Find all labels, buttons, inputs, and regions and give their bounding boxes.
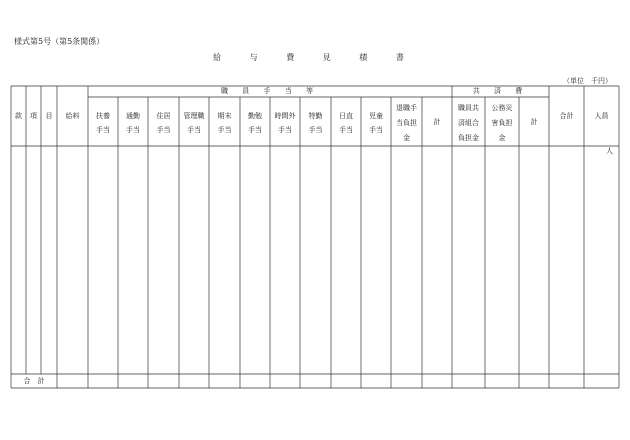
col-header-tokkin-suffix: 手当 bbox=[308, 126, 323, 134]
col-header-grand-total: 合計 bbox=[559, 112, 574, 120]
group-header-staff-allowances: 職 員 手 当 等 bbox=[221, 87, 319, 95]
col-header-fuyo: 扶養 bbox=[96, 112, 110, 120]
col-header-tsukin: 通勤 bbox=[126, 112, 140, 120]
totals-row-label: 合 計 bbox=[23, 377, 45, 385]
col-header-kimatsu-suffix: 手当 bbox=[217, 126, 232, 134]
col-header-shokuin-kyosai: 職員共 bbox=[458, 104, 479, 112]
col-header-kanrishoku: 管理職 bbox=[183, 112, 205, 120]
headcount-unit-label: 人 bbox=[606, 147, 613, 155]
col-header-tsukin-suffix: 手当 bbox=[126, 126, 140, 134]
col-header-jido: 児童 bbox=[369, 112, 383, 120]
col-header-nicchoku-suffix: 手当 bbox=[339, 126, 353, 134]
col-header-jukyo-suffix: 手当 bbox=[156, 126, 171, 134]
col-header-komu-saigai-line3: 金 bbox=[498, 134, 506, 142]
col-header-moku: 目 bbox=[45, 112, 53, 120]
col-header-kimatsu: 期末 bbox=[217, 112, 232, 120]
col-header-jido-suffix: 手当 bbox=[369, 126, 383, 134]
col-header-taishoku-line2: 当負担 bbox=[396, 119, 417, 127]
unit-note: （単位 千円） bbox=[563, 77, 612, 85]
col-header-salary: 給料 bbox=[65, 112, 80, 120]
col-header-subtotal-mutual-aid: 計 bbox=[530, 118, 538, 126]
col-header-jikangai-suffix: 手当 bbox=[278, 126, 292, 134]
col-header-kanrishoku-suffix: 手当 bbox=[187, 126, 201, 134]
col-header-kinben-suffix: 手当 bbox=[248, 126, 262, 134]
group-header-mutual-aid: 共 済 費 bbox=[472, 87, 529, 95]
col-header-taishoku-line3: 金 bbox=[403, 134, 410, 142]
col-header-fuyo-suffix: 手当 bbox=[96, 126, 110, 134]
col-header-subtotal-allowances: 計 bbox=[433, 118, 441, 126]
col-header-headcount: 人員 bbox=[594, 112, 609, 120]
col-header-komu-saigai: 公務災 bbox=[491, 104, 513, 112]
col-header-kinben: 勤勉 bbox=[248, 112, 262, 120]
col-header-kou: 項 bbox=[30, 112, 37, 120]
col-header-taishoku: 退職手 bbox=[396, 104, 417, 112]
col-header-shokuin-kyosai-line3: 負担金 bbox=[458, 134, 479, 142]
col-header-komu-saigai-line2: 害負担 bbox=[491, 119, 513, 127]
col-header-jikangai: 時間外 bbox=[274, 112, 296, 120]
col-header-kan: 款 bbox=[15, 112, 22, 120]
col-header-jukyo: 住居 bbox=[156, 112, 171, 120]
col-header-nicchoku: 日直 bbox=[339, 112, 353, 120]
form-number: 様式第5号（第5条関係） bbox=[14, 37, 105, 46]
col-header-shokuin-kyosai-line2: 済組合 bbox=[458, 119, 479, 127]
col-header-tokkin: 特勤 bbox=[308, 112, 323, 120]
document-title: 給 与 費 見 積 書 bbox=[213, 53, 417, 62]
